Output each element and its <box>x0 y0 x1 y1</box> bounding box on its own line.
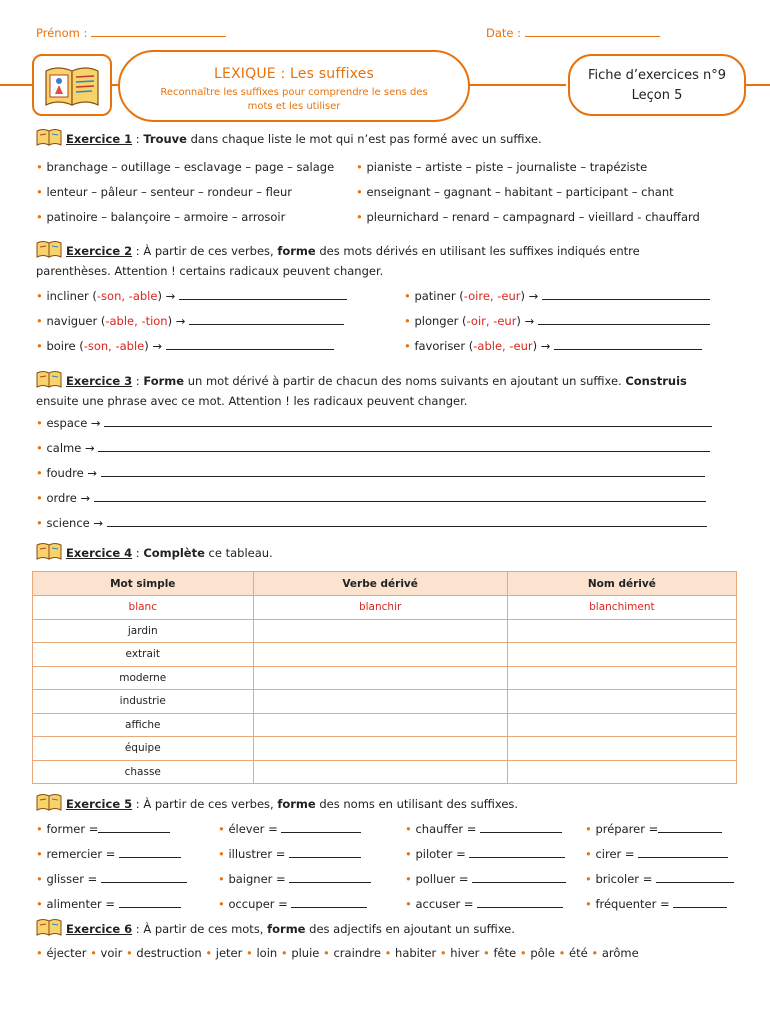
answer-cell[interactable] <box>507 737 736 761</box>
exercise-2-instruction: des mots dérivés en utilisant les suffixes indiqués entre <box>315 244 640 258</box>
list-item: • pianiste – artiste – piste – journaliste – trapéziste <box>356 160 648 174</box>
answer-cell[interactable] <box>507 713 736 737</box>
answer-blank[interactable] <box>469 848 565 858</box>
answer-cell[interactable] <box>507 643 736 667</box>
list-item: • naviguer (-able, -tion) → <box>36 314 344 328</box>
derivation-table <box>32 571 737 784</box>
table-cell: affiche <box>33 713 254 737</box>
list-item: • alimenter = <box>36 897 181 911</box>
answer-cell[interactable] <box>253 643 507 667</box>
list-item: • boire (-son, -able) → <box>36 339 334 353</box>
list-item: • occuper = <box>218 897 367 911</box>
column-header: Nom dérivé <box>507 572 736 596</box>
answer-cell[interactable] <box>253 713 507 737</box>
word-item: loin <box>256 946 278 960</box>
answer-blank[interactable] <box>119 848 181 858</box>
bullet-icon: • <box>36 946 47 960</box>
exercise-6-label: Exercice 6 <box>66 922 133 936</box>
answer-blank[interactable] <box>638 848 728 858</box>
answer-cell[interactable] <box>253 690 507 714</box>
exercise-2-label: Exercice 2 <box>66 244 133 258</box>
list-item: • accuser = <box>405 897 563 911</box>
answer-blank[interactable] <box>98 442 710 452</box>
exercise-6-verb: forme <box>267 922 306 936</box>
answer-blank[interactable] <box>166 340 334 350</box>
bullet-icon: • <box>554 946 570 960</box>
answer-blank[interactable] <box>119 898 181 908</box>
exercise-3-verb: Forme <box>143 374 185 388</box>
table-cell: jardin <box>33 619 254 643</box>
list-item: • patiner (-oire, -eur) → <box>404 289 710 303</box>
answer-blank[interactable] <box>94 492 706 502</box>
fiche-box <box>568 54 746 116</box>
exercise-1-instruction: dans chaque liste le mot qui n’est pas formé avec un suffixe. <box>186 132 542 146</box>
list-item: • patinoire – balançoire – armoire – arrosoir <box>36 210 286 224</box>
exercise-3-heading: Exercice 3 : Forme un mot dérivé à partir de chacun des noms suivants en ajoutant un suffixe. Construis <box>36 370 736 388</box>
answer-blank[interactable] <box>289 848 361 858</box>
table-cell: blanc <box>33 596 254 620</box>
table-row <box>33 666 737 690</box>
exercise-3-instruction-2: ensuite une phrase avec ce mot. Attention ! les radicaux peuvent changer. <box>36 394 468 408</box>
list-item: • polluer = <box>405 872 566 886</box>
exercise-3-label: Exercice 3 <box>66 374 133 388</box>
answer-cell[interactable] <box>507 690 736 714</box>
bullet-icon: • <box>516 946 531 960</box>
exercise-5-instruction: des noms en utilisant des suffixes. <box>315 797 519 811</box>
exercise-3-instruction: un mot dérivé à partir de chacun des noms suivants en ajoutant un suffixe. <box>184 374 626 388</box>
exercise-3-verb-2: Construis <box>625 374 687 388</box>
exercise-2-verb: forme <box>277 244 316 258</box>
answer-blank[interactable] <box>281 823 361 833</box>
list-item: • plonger (-oir, -eur) → <box>404 314 710 328</box>
answer-blank[interactable] <box>472 873 566 883</box>
answer-blank[interactable] <box>101 873 187 883</box>
column-header: Verbe dérivé <box>253 572 507 596</box>
book-illustration <box>32 54 112 116</box>
word-item: jeter <box>215 946 243 960</box>
answer-blank[interactable] <box>554 340 702 350</box>
exercise-5-verb: forme <box>277 797 316 811</box>
answer-blank[interactable] <box>477 898 563 908</box>
lesson-title-box <box>118 50 470 122</box>
list-item: • lenteur – pâleur – senteur – rondeur – fleur <box>36 185 292 199</box>
bullet-icon: • <box>380 946 396 960</box>
table-header-row <box>33 572 737 596</box>
answer-blank[interactable] <box>542 290 710 300</box>
list-item: • favoriser (-able, -eur) → <box>404 339 702 353</box>
list-item: • élever = <box>218 822 361 836</box>
word-item: pluie <box>291 946 320 960</box>
date-field[interactable] <box>486 26 660 40</box>
table-cell: équipe <box>33 737 254 761</box>
exercise-5-label: Exercice 5 <box>66 797 133 811</box>
table-row-example <box>33 596 737 620</box>
bullet-icon: • <box>277 946 292 960</box>
answer-cell[interactable] <box>507 619 736 643</box>
exercise-6-instruction: des adjectifs en ajoutant un suffixe. <box>305 922 515 936</box>
open-book-icon <box>42 61 102 109</box>
answer-cell[interactable] <box>253 760 507 784</box>
exercise-4-heading: Exercice 4 : Complète ce tableau. <box>36 542 273 560</box>
lesson-title: LEXIQUE : Les suffixes <box>213 66 375 82</box>
table-cell: extrait <box>33 643 254 667</box>
divider <box>466 84 566 86</box>
date-label: Date : <box>486 26 522 40</box>
word-item: pôle <box>530 946 555 960</box>
book-icon <box>36 240 62 258</box>
lesson-subtitle: Reconnaître les suffixes pour comprendre le sens des mots et les utiliser <box>160 87 428 112</box>
exercise-2-heading: Exercice 2 : À partir de ces verbes, forme des mots dérivés en utilisant les suffixes indiqués entre <box>36 240 736 258</box>
answer-cell[interactable] <box>253 619 507 643</box>
list-item: • préparer = <box>585 822 722 836</box>
table-cell: blanchir <box>253 596 507 620</box>
list-item: • former = <box>36 822 170 836</box>
table-row <box>33 713 737 737</box>
word-item: hiver <box>450 946 480 960</box>
answer-blank[interactable] <box>104 417 712 427</box>
word-item: arôme <box>601 946 639 960</box>
exercise-4-verb: Complète <box>143 546 205 560</box>
exercise-2-instruction-2: parenthèses. Attention ! certains radicaux peuvent changer. <box>36 264 384 278</box>
list-item: • piloter = <box>405 847 565 861</box>
bullet-icon: • <box>479 946 494 960</box>
exercise-4-label: Exercice 4 <box>66 546 133 560</box>
table-cell: industrie <box>33 690 254 714</box>
exercise-1-heading <box>36 128 542 146</box>
list-item: • illustrer = <box>218 847 361 861</box>
list-item: • ordre → <box>36 491 706 505</box>
bullet-icon: • <box>122 946 137 960</box>
book-icon <box>36 918 62 936</box>
list-item: • science → <box>36 516 707 530</box>
bullet-icon: • <box>319 946 334 960</box>
list-item: • glisser = <box>36 872 187 886</box>
table-cell: moderne <box>33 666 254 690</box>
answer-blank[interactable] <box>658 823 722 833</box>
list-item: • foudre → <box>36 466 705 480</box>
table-row <box>33 690 737 714</box>
answer-blank[interactable] <box>656 873 734 883</box>
list-item: • baigner = <box>218 872 371 886</box>
answer-blank[interactable] <box>101 467 705 477</box>
answer-blank[interactable] <box>189 315 344 325</box>
book-icon <box>36 370 62 388</box>
book-icon <box>36 128 62 146</box>
exercise-1-verb: Trouve <box>143 132 187 146</box>
answer-cell[interactable] <box>507 760 736 784</box>
answer-blank[interactable] <box>538 315 710 325</box>
answer-blank[interactable] <box>289 873 371 883</box>
fiche-number: Fiche d’exercices n°9 <box>588 68 726 83</box>
answer-blank[interactable] <box>291 898 367 908</box>
lesson-number: Leçon 5 <box>631 88 683 103</box>
book-icon <box>36 542 62 560</box>
exercise-5-heading: Exercice 5 : À partir de ces verbes, forme des noms en utilisant des suffixes. <box>36 793 518 811</box>
answer-blank[interactable] <box>179 290 347 300</box>
list-item: • pleurnichard – renard – campagnard – vieillard - chauffard <box>356 210 700 224</box>
word-item: été <box>569 946 588 960</box>
column-header: Mot simple <box>33 572 254 596</box>
table-cell: chasse <box>33 760 254 784</box>
bullet-icon: • <box>201 946 216 960</box>
answer-blank[interactable] <box>480 823 562 833</box>
list-item: • branchage – outillage – esclavage – page – salage <box>36 160 335 174</box>
list-item: • cirer = <box>585 847 728 861</box>
colon: : <box>132 132 144 146</box>
table-row <box>33 619 737 643</box>
prenom-label: Prénom : <box>36 26 88 40</box>
answer-cell[interactable] <box>253 737 507 761</box>
answer-blank[interactable] <box>98 823 170 833</box>
table-row <box>33 760 737 784</box>
list-item: • fréquenter = <box>585 897 727 911</box>
list-item: • espace → <box>36 416 712 430</box>
word-list <box>36 946 639 960</box>
exercise-4-instruction: ce tableau. <box>204 546 273 560</box>
list-item: • bricoler = <box>585 872 734 886</box>
bullet-icon: • <box>86 946 101 960</box>
prenom-blank[interactable] <box>91 26 226 37</box>
prenom-field[interactable] <box>36 26 226 40</box>
word-item: fête <box>493 946 517 960</box>
bullet-icon: • <box>587 946 602 960</box>
answer-cell[interactable] <box>507 666 736 690</box>
list-item: • enseignant – gagnant – habitant – participant – chant <box>356 185 674 199</box>
word-item: craindre <box>333 946 381 960</box>
date-blank[interactable] <box>525 26 660 37</box>
exercise-1-label: Exercice 1 <box>66 132 133 146</box>
list-item: • chauffer = <box>405 822 562 836</box>
answer-cell[interactable] <box>253 666 507 690</box>
list-item: • incliner (-son, -able) → <box>36 289 347 303</box>
list-item: • calme → <box>36 441 710 455</box>
table-row <box>33 643 737 667</box>
answer-blank[interactable] <box>673 898 727 908</box>
divider <box>742 84 770 86</box>
list-item: • remercier = <box>36 847 181 861</box>
table-row <box>33 737 737 761</box>
answer-blank[interactable] <box>107 517 707 527</box>
word-item: habiter <box>395 946 437 960</box>
exercise-6-heading: Exercice 6 : À partir de ces mots, forme des adjectifs en ajoutant un suffixe. <box>36 918 515 936</box>
bullet-icon: • <box>242 946 257 960</box>
bullet-icon: • <box>436 946 451 960</box>
word-item: destruction <box>136 946 202 960</box>
word-item: éjecter <box>46 946 87 960</box>
word-item: voir <box>100 946 123 960</box>
table-cell: blanchiment <box>507 596 736 620</box>
book-icon <box>36 793 62 811</box>
